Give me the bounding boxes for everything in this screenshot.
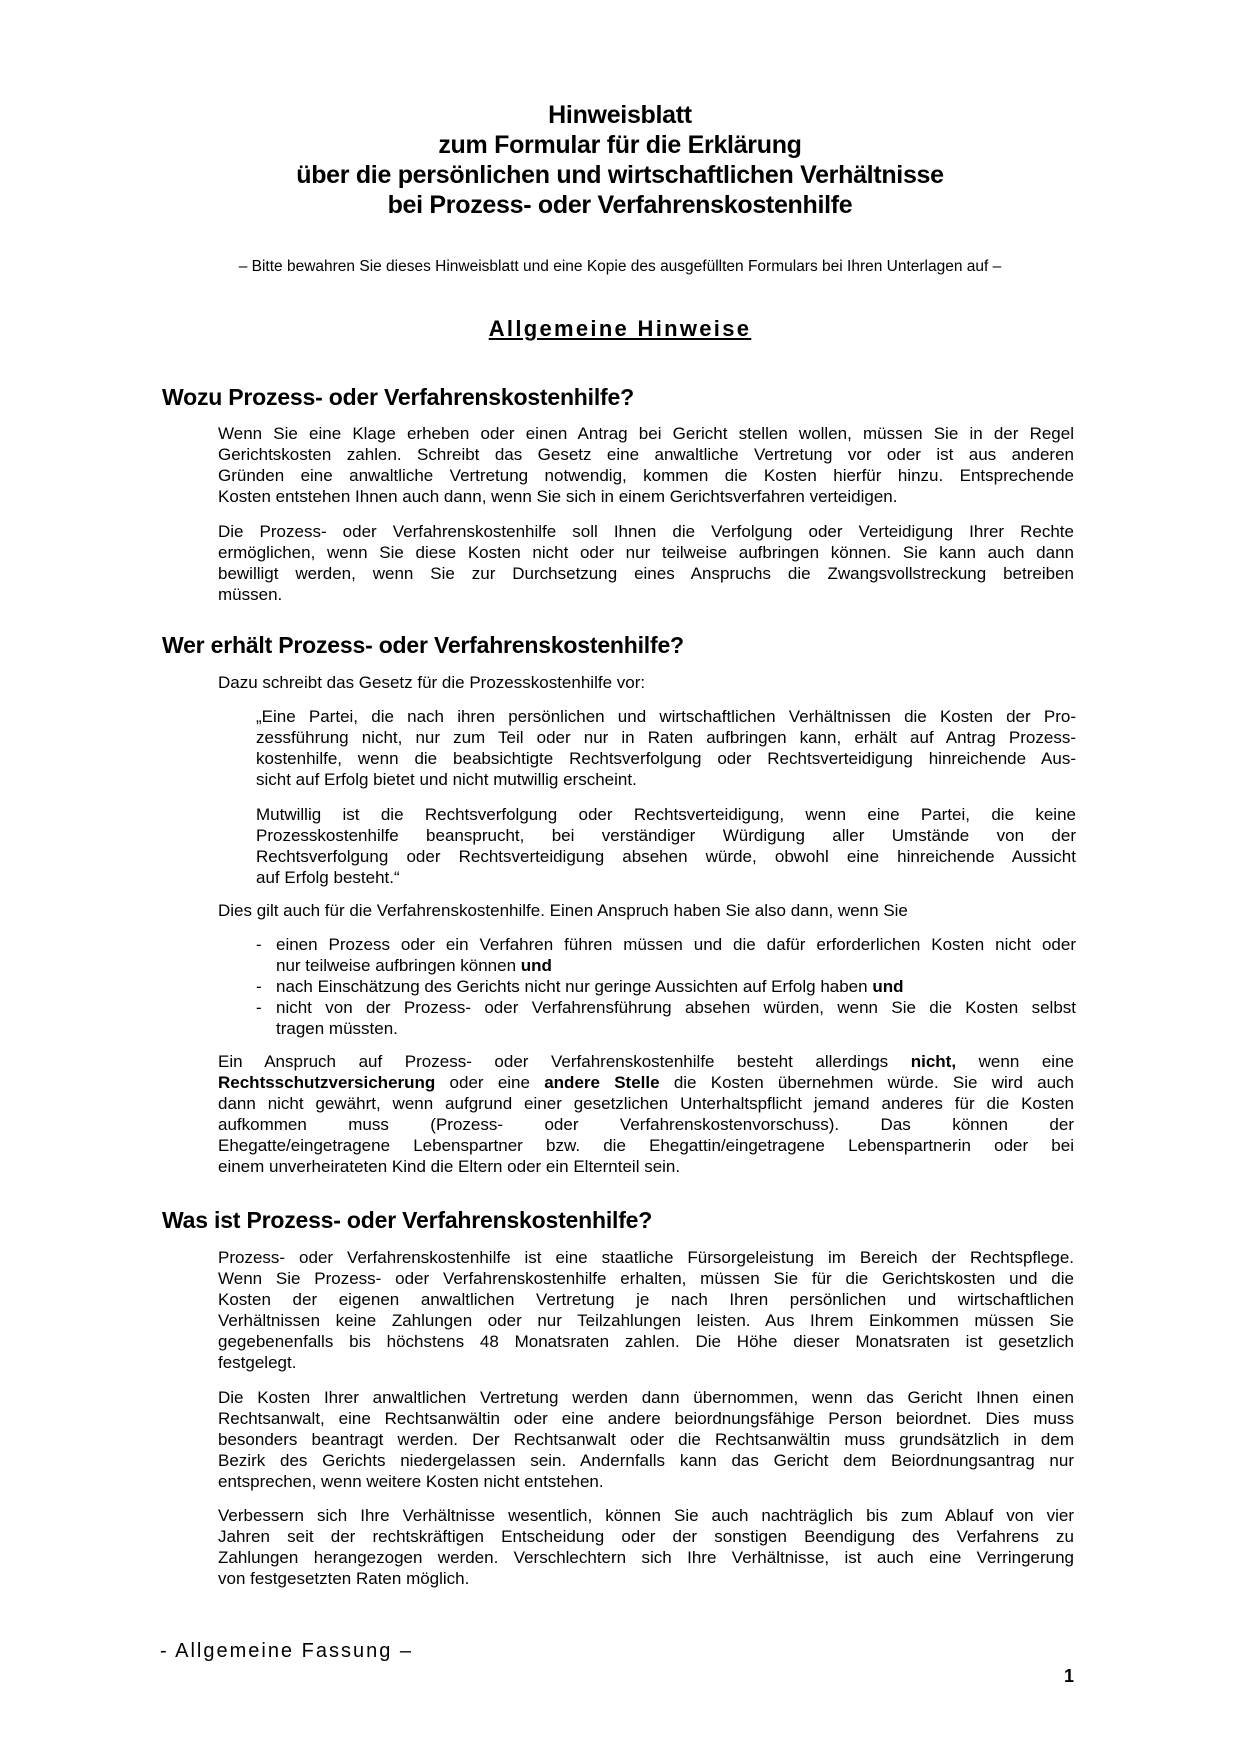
text-line: zessführung nicht, nur zum Teil oder nur in Raten aufbringen kann, erhält auf Antrag Prozess- [256, 728, 1076, 747]
text-line [218, 1051, 1074, 1072]
text-line: Kosten der eigenen anwaltlichen Vertretung je nach Ihren persönlichen und wirtschaftlichen [218, 1290, 1074, 1309]
text-line: aufkommen muss (Prozess- oder Verfahrenskostenvorschuss). Das können der [218, 1115, 1074, 1134]
text-line: Wenn Sie Prozess- oder Verfahrenskostenhilfe erhalten, müssen Sie für die Gerichtskosten und die [218, 1269, 1074, 1288]
text-line: müssen. [218, 585, 283, 604]
page-number: 1 [1064, 1666, 1075, 1686]
paragraph-conditions-intro [218, 900, 1074, 921]
emphasis-insurance: Rechtsschutzversicherung [218, 1073, 436, 1092]
text-line: Die Prozess- oder Verfahrenskostenhilfe soll Ihnen die Verfolgung oder Verteidigung Ihrer Rechte [218, 522, 1074, 541]
text-line: Verbessern sich Ihre Verhältnisse wesentlich, können Sie auch nachträglich bis zum Ablauf von vier [218, 1506, 1074, 1525]
text-line: ermöglichen, wenn Sie diese Kosten nicht oder nur teilweise aufbringen können. Sie kann auch dann [218, 543, 1074, 562]
text-line [276, 976, 1076, 997]
heading-was: Was ist Prozess- oder Verfahrenskostenhilfe? [162, 1207, 653, 1233]
text-line [218, 1072, 1074, 1093]
paragraph-law-intro [218, 672, 1074, 693]
paragraph-changes [218, 1505, 1074, 1589]
text-line: Jahren seit der rechtskräftigen Entscheidung oder der sonstigen Beendigung des Verfahrens zu [218, 1527, 1074, 1546]
text-run: oder eine [435, 1073, 545, 1092]
text-run: die Kosten übernehmen würde. Sie wird auch [659, 1073, 1075, 1092]
text-line: Rechtsverfolgung oder Rechtsverteidigung absehen würde, obwohl eine hinreichende Aussicht [256, 847, 1076, 866]
text-line: auf Erfolg besteht.“ [256, 868, 400, 887]
text-line: festgelegt. [218, 1353, 297, 1372]
text-line: besonders beantragt werden. Der Rechtsanwalt oder die Rechtsanwältin muss grundsätzlich in dem [218, 1430, 1074, 1449]
quote-paragraph-2 [256, 804, 1076, 888]
heading-wer: Wer erhält Prozess- oder Verfahrenskostenhilfe? [162, 632, 684, 658]
paragraph-lawyer [218, 1387, 1074, 1492]
list-text: nur teilweise aufbringen können [276, 956, 521, 975]
text-line: entsprechen, wenn weitere Kosten nicht entstehen. [218, 1472, 604, 1491]
text-run: wenn eine [956, 1052, 1074, 1071]
paragraph-welfare [218, 1247, 1074, 1373]
text-line: einem unverheirateten Kind die Eltern oder ein Elternteil sein. [218, 1157, 681, 1176]
text-line: Kosten entstehen Ihnen auch dann, wenn Sie sich in einem Gerichtsverfahren verteidigen. [218, 487, 898, 506]
text-line: Dazu schreibt das Gesetz für die Prozesskostenhilfe vor: [218, 673, 646, 692]
text-line: Gerichtskosten zahlen. Schreibt das Gesetz eine anwaltliche Vertretung vor oder ist aus anderen [218, 445, 1074, 464]
text-line: „Eine Partei, die nach ihren persönlichen und wirtschaftlichen Verhältnissen die Kosten der Pro- [256, 707, 1076, 726]
text-run: Ein Anspruch auf Prozess- oder Verfahrenskostenhilfe besteht allerdings [218, 1052, 911, 1071]
text-line [276, 955, 1076, 976]
emphasis-other-body: andere Stelle [544, 1073, 660, 1092]
text-line: von festgesetzten Raten möglich. [218, 1569, 470, 1588]
list-item [256, 934, 1076, 976]
emphasis-und: und [872, 977, 904, 996]
text-line: Rechtsanwalt, eine Rechtsanwältin oder eine andere beiordnungsfähige Person beiordnet. Dies muss [218, 1409, 1074, 1428]
text-line: einen Prozess oder ein Verfahren führen müssen und die dafür erforderlichen Kosten nicht oder [276, 935, 1076, 954]
footer-version: - Allgemeine Fassung – [160, 1640, 414, 1662]
paragraph-exclusions [218, 1051, 1074, 1177]
section-heading-general: Allgemeine Hinweise [488, 316, 752, 341]
text-line: Zahlungen herangezogen werden. Verschlechtern sich Ihre Verhältnisse, ist auch eine Verringerung [218, 1548, 1074, 1567]
title-line: bei Prozess- oder Verfahrenskostenhilfe [387, 191, 853, 219]
title-line: Hinweisblatt [548, 101, 692, 129]
emphasis-und: und [520, 956, 552, 975]
text-line: Dies gilt auch für die Verfahrenskostenhilfe. Einen Anspruch haben Sie also dann, wenn Sie [218, 901, 908, 920]
text-line: nicht von der Prozess- oder Verfahrensführung absehen würden, wenn Sie die Kosten selbst [276, 998, 1076, 1017]
text-line: Prozess- oder Verfahrenskostenhilfe ist eine staatliche Fürsorgeleistung im Bereich der Rechtspflege. [218, 1248, 1074, 1267]
title-line: über die persönlichen und wirtschaftlichen Verhältnisse [296, 161, 944, 189]
paragraph-purpose [218, 521, 1074, 605]
list-item [256, 976, 1076, 997]
text-line: gegebenenfalls bis höchstens 48 Monatsraten zahlen. Die Höhe dieser Monatsraten ist gesetzlich [218, 1332, 1074, 1351]
emphasis-nicht: nicht, [910, 1052, 957, 1071]
text-line: bewilligt werden, wenn Sie zur Durchsetzung eines Anspruchs die Zwangsvollstreckung betreiben [218, 564, 1074, 583]
list-dash: - [256, 998, 262, 1017]
text-line: Prozesskostenhilfe beansprucht, bei verständiger Würdigung aller Umstände von der [256, 826, 1076, 845]
conditions-list [256, 934, 1076, 1039]
list-text: nach Einschätzung des Gerichts nicht nur geringe Aussichten auf Erfolg haben [276, 977, 873, 996]
quote-paragraph-1 [256, 706, 1076, 790]
text-line: kostenhilfe, wenn die beabsichtigte Rechtsverfolgung oder Rechtsverteidigung hinreichende Aus- [256, 749, 1076, 768]
list-item [256, 997, 1076, 1039]
text-line: Ehegatte/eingetragene Lebenspartner bzw. die Ehegattin/eingetragene Lebenspartnerin oder bei [218, 1136, 1074, 1155]
text-line: dann nicht gewährt, wenn aufgrund einer gesetzlichen Unterhaltspflicht jemand anderes für die Kosten [218, 1094, 1074, 1113]
list-dash: - [256, 977, 262, 996]
document-title [0, 100, 1240, 220]
title-line: zum Formular für die Erklärung [438, 131, 802, 159]
text-line: Mutwillig ist die Rechtsverfolgung oder Rechtsverteidigung, wenn eine Partei, die keine [256, 805, 1076, 824]
text-line: Verhältnissen keine Zahlungen oder nur Teilzahlungen leisten. Aus Ihrem Einkommen müssen Sie [218, 1311, 1074, 1330]
paragraph-costs [218, 423, 1074, 507]
list-dash: - [256, 935, 262, 954]
text-line: Die Kosten Ihrer anwaltlichen Vertretung werden dann übernommen, wenn das Gericht Ihnen einen [218, 1388, 1074, 1407]
text-line: tragen müssten. [276, 1019, 398, 1038]
text-line: Wenn Sie eine Klage erheben oder einen Antrag bei Gericht stellen wollen, müssen Sie in der Regel [218, 424, 1074, 443]
keep-notice: – Bitte bewahren Sie dieses Hinweisblatt und eine Kopie des ausgefüllten Formulars bei Ihren Unterlagen auf – [238, 258, 1002, 275]
text-line: Bezirk des Gerichts niedergelassen sein. Andernfalls kann das Gericht dem Beiordnungsantrag nur [218, 1451, 1074, 1470]
text-line: Gründen eine anwaltliche Vertretung notwendig, kommen die Kosten hierfür hinzu. Entsprechende [218, 466, 1074, 485]
heading-wozu: Wozu Prozess- oder Verfahrenskostenhilfe? [162, 384, 634, 410]
text-line: sicht auf Erfolg bietet und nicht mutwillig erscheint. [256, 770, 637, 789]
